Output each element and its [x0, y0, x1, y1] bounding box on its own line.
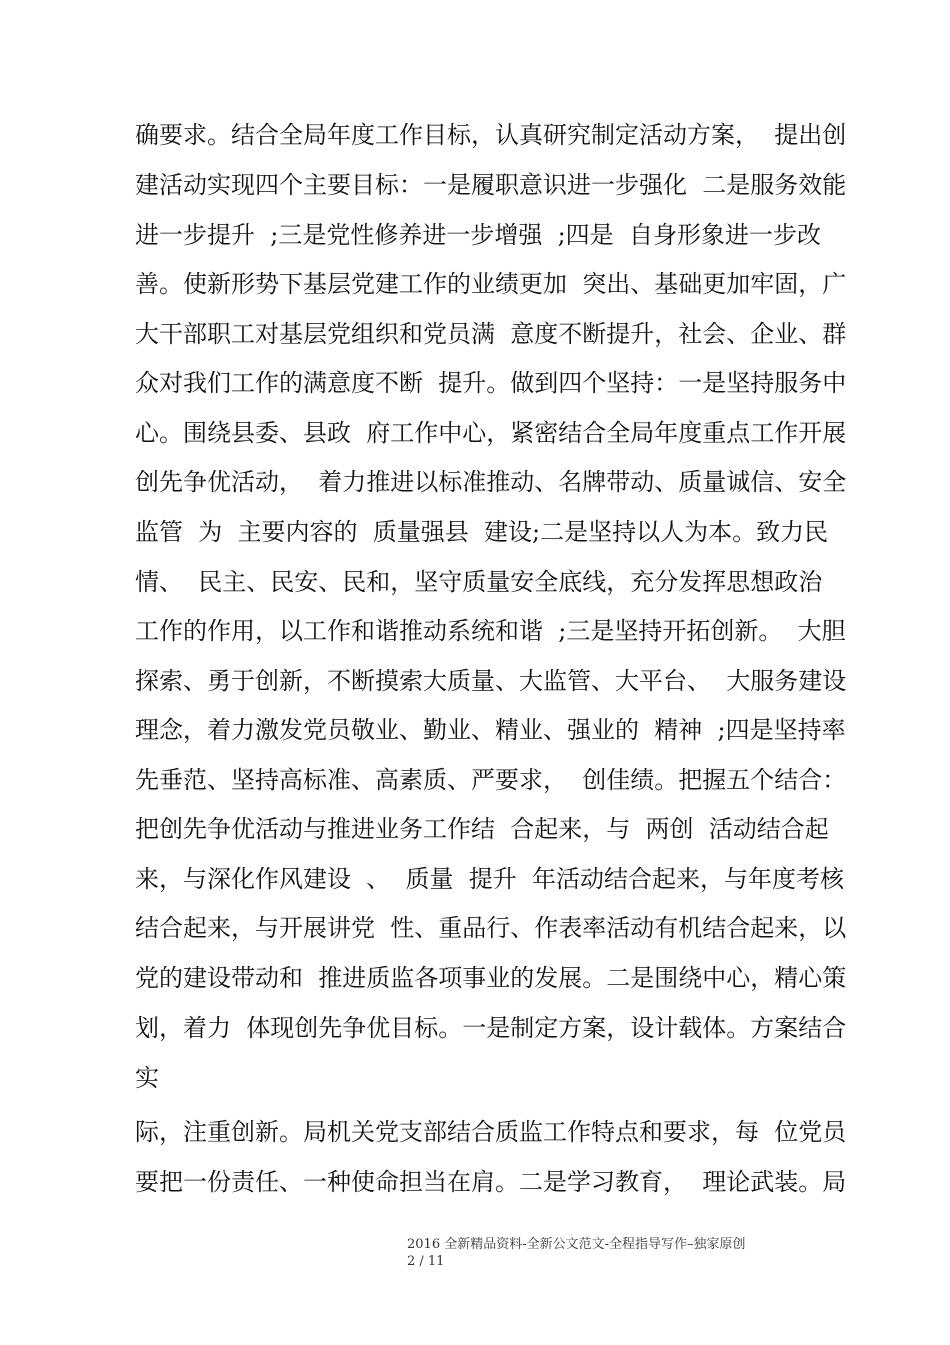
- text-line: 来，与深化作风建设 、 质量 提升 年活动结合起来，与年度考核: [135, 865, 845, 893]
- text-line: 进一步提升 ;三是党性修养进一步增强 ;四是 自身形象进一步改: [135, 221, 821, 249]
- text-line: 探索、勇于创新，不断摸索大质量、大监管、大平台、 大服务建设: [135, 667, 847, 695]
- text-line: 善。使新形势下基层党建工作的业绩更加 突出、基础更加牢固，广: [135, 270, 847, 298]
- text-line: 建活动实现四个主要目标：一是履职意识进一步强化 二是服务效能: [135, 171, 847, 199]
- text-line: 情、 民主、民安、民和，坚守质量安全底线，充分发挥思想政治: [135, 568, 823, 596]
- text-line: 理念，着力激发党员敬业、勤业、精业、强业的 精神 ;四是坚持率: [135, 716, 846, 744]
- text-line: 党的建设带动和 推进质监各项事业的发展。二是围绕中心，精心策: [135, 964, 847, 992]
- text-line: 把创先争优活动与推进业务工作结 合起来，与 两创 活动结合起: [135, 815, 829, 843]
- text-line: 要把一份责任、一种使命担当在肩。二是学习教育， 理论武装。局: [135, 1168, 847, 1196]
- text-line: 结合起来，与开展讲党 性、重品行、作表率活动有机结合起来，以: [135, 914, 847, 942]
- text-line: 划，着力 体现创先争优目标。一是制定方案，设计载体。方案结合: [135, 1014, 847, 1042]
- text-line: 众对我们工作的满意度不断 提升。做到四个坚持：一是坚持服务中: [135, 369, 847, 397]
- text-line: 大干部职工对基层党组织和党员满 意度不断提升，社会、企业、群: [135, 320, 847, 348]
- page-indicator: 2 / 11: [407, 1254, 445, 1269]
- text-line: 监管 为 主要内容的 质量强县 建设;二是坚持以人为本。致力民: [135, 518, 829, 546]
- text-line: 先垂范、坚持高标准、高素质、严要求， 创佳绩。把握五个结合：: [135, 766, 847, 794]
- text-line: 确要求。结合全局年度工作目标，认真研究制定活动方案， 提出创: [135, 121, 847, 149]
- text-line: 心。围绕县委、县政 府工作中心，紧密结合全局年度重点工作开展: [135, 419, 847, 447]
- text-line: 实: [135, 1064, 159, 1092]
- text-line: 创先争优活动， 着力推进以标准推动、名牌带动、质量诚信、安全: [135, 468, 847, 496]
- text-line: 际，注重创新。局机关党支部结合质监工作特点和要求，每 位党员: [135, 1118, 847, 1146]
- footer-note: 2016 全新精品资料-全新公文范文-全程指导写作–独家原创: [407, 1237, 746, 1252]
- text-line: 工作的作用，以工作和谐推动系统和谐 ;三是坚持开拓创新。 大胆: [135, 617, 846, 645]
